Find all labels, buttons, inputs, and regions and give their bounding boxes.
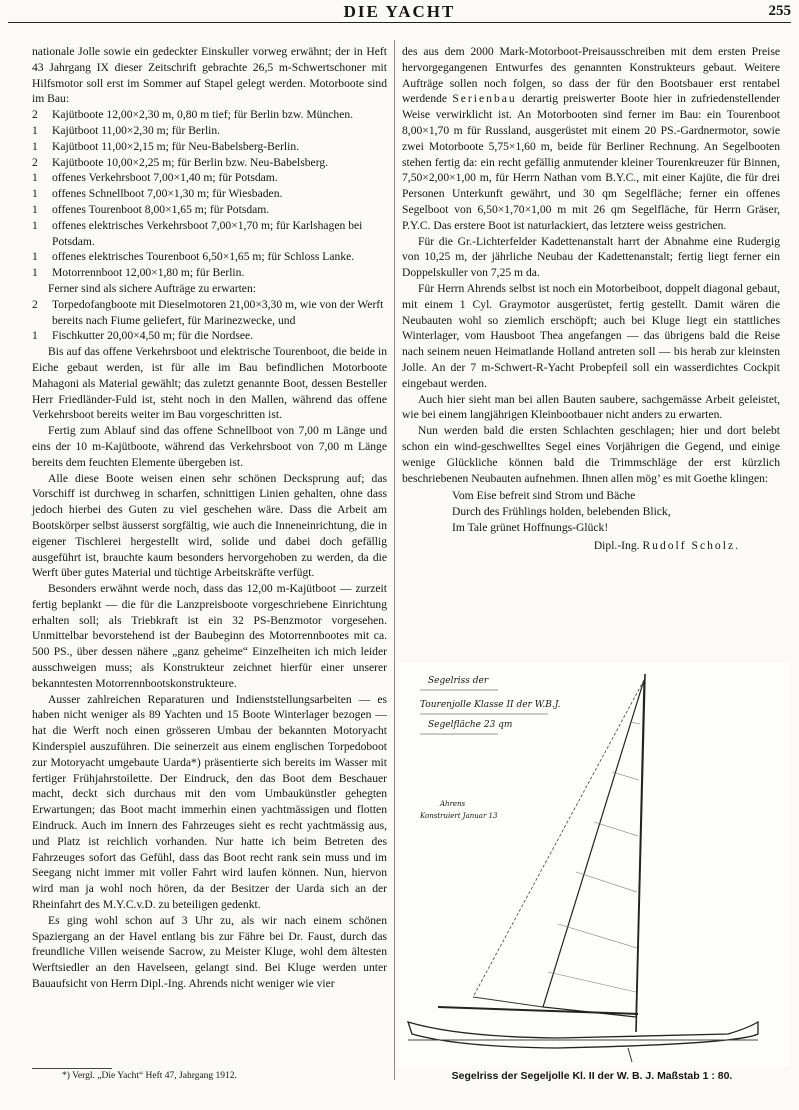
verse-line: Im Tale grünet Hoffnungs-Glück!: [452, 520, 609, 534]
left-column: [32, 44, 387, 992]
body-paragraph: Für Herrn Ahrends selbst ist noch ein Motorbeiboot, doppelt diagonal gebaut, mit einem 1 Cyl. Graymotor ausgerüstet, fertig gestellt. Damit wären die Neubauten wohl so ziemlich erschöpft; auch bei Kluge liegt ein stattliches Winterlager, vom Hausboot Thea angefangen — das übrigens bald die Reise nach seinem neuen Heimatlande Holland antreten soll — bis herab zur kleinsten Jolle. An der 7 m-Schwert-R-Yacht Probepfeil soll ein wasserdichtes Cockpit eingebaut werden.: [402, 281, 780, 390]
header-rule: [8, 22, 791, 23]
body-paragraph: Bis auf das offene Verkehrsboot und elektrische Tourenboot, die beide in Eiche gebaut werden, ist für alle im Bau befindlichen Motorboote Mahagoni als Material gewählt; das zuletzt genannte Boot, dessen Besteller Herr Friedländer-Fuld ist, steht noch in den Mallen, während das offene Verkehrsboot bereits weiter im Bau vorgeschritten ist.: [32, 345, 387, 422]
figure-handwritten-note-1: Ahrens: [440, 800, 466, 808]
body-paragraph: Auch hier sieht man bei allen Bauten saubere, sachgemässe Arbeit geleistet, wie bei einem langjährigen Kleinbootbauer nicht anders zu erwarten.: [402, 392, 780, 422]
intro-paragraph: nationale Jolle sowie ein gedeckter Einskuller vorweg erwähnt; der in Heft 43 Jahrgang IX dieser Zeitschrift gebrachte 26,5 m-Schwertschoner mit Hilfsmotor soll erst im Sommer auf Stapel gelegt werden. Motorboote sind im Bau:: [32, 45, 387, 106]
figure-handwritten-note-2: Konstruiert Januar 13: [420, 812, 498, 820]
footnote: *) Vergl. „Die Yacht“ Heft 47, Jahrgang 1912.: [62, 1071, 237, 1081]
figure-handwritten-title-1: Segelriss der: [428, 676, 489, 686]
list-item: 1 offenes elektrisches Verkehrsboot 7,00×1,70 m; für Karlshagen bei Potsdam.: [32, 218, 363, 248]
body-paragraph: Nun werden bald die ersten Schlachten geschlagen; hier und dort belebt schon ein wind-geschwelltes Segel eines Vorjährigen die Gegend, und einige wenige Glückliche können bald die Trimmschläge der erst kürzlich beschriebenen Neubauten aufnehmen. Ihnen allen mög’ es mit Goethe klingen:: [402, 424, 780, 485]
list-item: 2 Kajütboote 10,00×2,25 m; für Berlin bzw. Neu-Babelsberg.: [32, 155, 329, 169]
list-item: 1 Kajütboot 11,00×2,30 m; für Berlin.: [32, 123, 221, 137]
further-orders-list: [32, 297, 387, 344]
body-paragraph: Fertig zum Ablauf sind das offene Schnellboot von 7,00 m Länge und eins der 10 m-Kajütboote, während das Verkehrsboot von 7,00 m Länge bereits dem feuchten Elemente übergeben ist.: [32, 424, 387, 469]
column-divider: [394, 40, 395, 1080]
verse-line: Durch des Frühlings holden, belebenden Blick,: [452, 505, 671, 519]
list-item: 2 Kajütboote 12,00×2,30 m, 0,80 m tief; für Berlin bzw. München.: [32, 108, 354, 122]
body-paragraph: Ausser zahlreichen Reparaturen und Indienststellungsarbeiten — es haben nicht weniger als 89 Yachten und 15 Boote Winterlager bezogen — hat die Werft noch einen grösseren Umbau der bekannten Motoryacht Kinderspiel auszuführen. Die seinerzeit aus einem englischen Torpedoboot zur Motoryacht umgebaute Uarda*) präsentierte sich bereits im Wasser mit fertiger Frühjahrstoilette. Der Eindruck, den das Boot dem Beschauer macht, deckt sich durchaus mit den vom Umbaukünstler gehegten Erwartungen; das Boot macht immerhin einen yachtmässigen und flotten Eindruck. Auch im Innern des Fahrzeuges sieht es recht yachtmässig aus, und Platz ist reichlich vorhanden. Nur hatte ich beim Betreten des Fahrzeuges sofort das Gefühl, dass das Boot recht rank sein muss und im Seegang nicht immer mit voller Fahrt wird laufen können. Nun, hiervon wird man ja wohl noch hören, da der Besitzer der Uarda sich an der Rheinfahrt des M.Y.C.v.D. zu beteiligen gedenkt.: [32, 692, 387, 912]
list-item: 1 Fischkutter 20,00×4,50 m; für die Nordsee.: [32, 329, 254, 343]
page-number: 255: [768, 3, 791, 19]
further-intro: Ferner sind als sichere Aufträge zu erwarten:: [48, 281, 256, 295]
body-paragraph: Alle diese Boote weisen einen sehr schönen Decksprung auf; das Vorschiff ist durchweg in scharfen, schnittigen Linien gehalten, ohne dass jedoch hierbei des Guten zu viel geschehen wäre. Dass die Arbeit am Bootskörper selbst äusserst sorgfältig, wie auch die Inneneinrichtung, die in eigener Tischlerei hergestellt wird, solide und dabei doch gefällig ausgeführt ist, brauchte kaum besonders hervorgehoben zu werden, da die Werft über gutes Material und tüchtige Arbeitskräfte verfügt.: [32, 471, 387, 580]
motorboat-list: [32, 107, 387, 281]
body-paragraph: Es ging wohl schon auf 3 Uhr zu, als wir nach einem schönen Spaziergang an der Havel entlang bis zur Fähre bei Dr. Faust, durch das freundliche Villen weisende Sacrow, zu Meister Kluge, wohl dem ältesten Werftsiedler an den Havelseen, gelangt sind. Bei Kluge werden unter Bauaufsicht von Herrn Dipl.-Ing. Ahrends nicht weniger wie vier: [32, 913, 387, 991]
body-paragraph: Für die Gr.-Lichterfelder Kadettenanstalt harrt der Abnahme eine Rudergig von 10,25 m, der jährliche Neubau der Kadettenanstalt; fertig liegt ferner ein Doppelskuller von 7,25 m da.: [402, 234, 780, 280]
list-item: 2 Torpedofangboote mit Dieselmotoren 21,00×3,30 m, wie von der Werft bereits nach Fiume geliefert, für Marinezwecke, und: [32, 297, 384, 327]
page-header: [0, 0, 799, 24]
body-paragraph: Besonders erwähnt werde noch, dass das 12,00 m-Kajütboot — zurzeit fertig beplankt — die für die Lanzpreisboote vorgeschriebene Einrichtung erhalten soll; als Triebkraft ist ein 32 PS-Benzmotor vorgesehen. Unmittelbar bevorstehend ist der Baubeginn des Motorrennbootes mit ca. 500 PS., über dessen nähere „ganz geheime“ Einzelheiten ich mich leider ausschweigen muss; als Konstrukteur zeichnet hierfür einer unserer bekanntesten Motorrennbootskonstrukteure.: [32, 582, 387, 690]
list-item: 1 Kajütboot 11,00×2,15 m; für Neu-Babelsberg-Berlin.: [32, 139, 300, 153]
verse-line: Vom Eise befreit sind Strom und Bäche: [452, 489, 636, 503]
goethe-verse: [452, 488, 780, 535]
figure-caption: Segelriss der Segeljolle Kl. II der W. B. J. Maßstab 1 : 80.: [451, 1070, 733, 1082]
figure-handwritten-title-3: Segelfläche 23 qm: [428, 720, 513, 730]
running-title: DIE YACHT: [343, 2, 456, 21]
body-paragraph: des aus dem 2000 Mark-Motorboot-Preisausschreiben mit dem ersten Preise hervorgegangenen Entwurfes des genannten Konstrukteurs gebaut. Weitere Aufträge sollen noch folgen, so dass der für den Bootsbauer erst rentabel werdende Serienbau derartig preiswerter Boote hier in zufriedenstellender Weise verwirklicht ist. An Motorbooten sind ferner im Bau: ein Tourenboot 8,00×1,70 m für Russland, ausgerüstet mit einem 20 PS.-Gardnermotor, sowie zwei Motorboote 5,75×1,60 m, beide für Berliner Rechnung. An Segelbooten stehen fertig da: ein recht gefällig anmutender kleiner Tourenkreuzer für Binnen, 7,50×2,00×1,00 m, für Herrn Nathan vom B.Y.C., mit einer Kajüte, die für drei Personen Unterkunft gewährt, und 30 qm Segelfläche; ferner ein offenes Segelboot von 6,50×1,70×1,00 m mit 26 qm Segelfläche, für Herrn Gräser, P.Y.C. Das erstere Boot ist naturlackiert, das letztere weiss gestrichen.: [402, 45, 780, 232]
list-item: 1 Motorrennboot 12,00×1,80 m; für Berlin.: [32, 266, 245, 280]
figure-handwritten-title-2: Tourenjolle Klasse II der W.B.J.: [420, 700, 561, 710]
list-item: 1 offenes Schnellboot 7,00×1,30 m; für Wiesbaden.: [32, 187, 283, 201]
sail-plan-figure: [398, 662, 790, 1067]
list-item: 1 offenes elektrisches Tourenboot 6,50×1,65 m; für Schloss Lanke.: [32, 250, 355, 264]
footnote-rule: [32, 1068, 112, 1069]
list-item: 1 offenes Tourenboot 8,00×1,65 m; für Potsdam.: [32, 202, 270, 216]
list-item: 1 offenes Verkehrsboot 7,00×1,40 m; für Potsdam.: [32, 171, 278, 185]
right-column: [402, 44, 780, 554]
author-signature: Dipl.-Ing. Rudolf Scholz.: [593, 538, 740, 552]
